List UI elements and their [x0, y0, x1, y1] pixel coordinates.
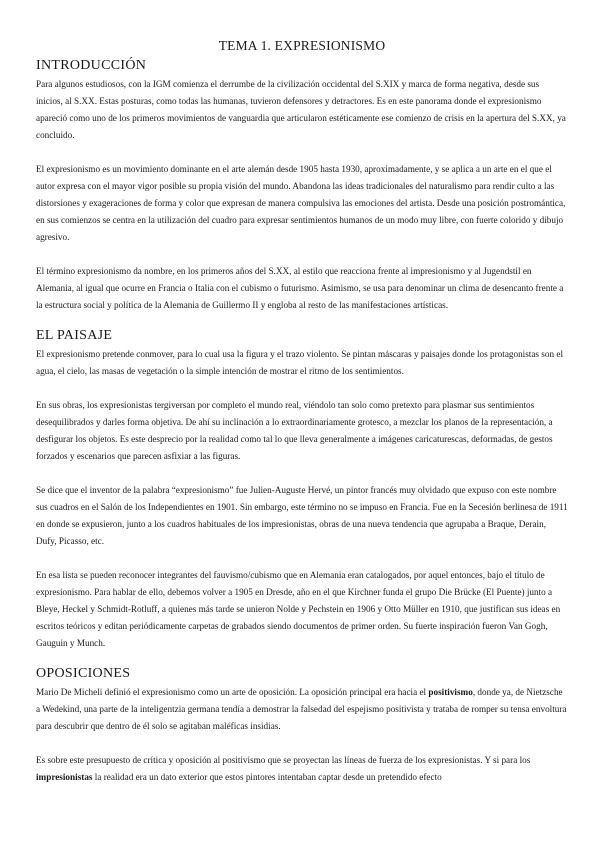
paragraph-text: , donde ya, de Nietzsche a Wedekind, una parte de la inteligentzia germana tendía a demostrar la falsedad del espejismo positivista y trataba de romper su tensa envoltura para descubrir que dentro de él solo se agitaban maléficas insidias. [36, 687, 567, 731]
section-heading-oposiciones: OPOSICIONES [36, 666, 131, 681]
bold-term-positivismo: positivismo [428, 687, 473, 697]
paragraph [36, 752, 568, 786]
paragraph-text: Es sobre este presupuesto de crítica y oposición al positivismo que se proyectan las líneas de fuerza de los expresionistas. Y si para los [36, 755, 531, 765]
bold-term-impresionistas: impresionistas [36, 772, 93, 782]
paragraph: El expresionismo es un movimiento dominante en el arte alemán desde 1905 hasta 1930, aproximadamente, y se aplica a un arte en el que el autor expresa con el mayor vigor posible su propia visión del mundo. Abandona las ideas tradicionales del naturalismo para rendir culto a las distorsiones y exageraciones de forma y color que expresan de manera compulsiva las emociones del artista. Desde una posición postromántica, en sus comienzos se centra en la utilización del cuadro para expresar sentimientos humanos de un modo muy libre, con fuerte colorido y dibujo agresivo. [36, 164, 566, 242]
paragraph: Se dice que el inventor de la palabra “expresionismo” fue Julien-Auguste Hervé, un pintor francés muy olvidado que expuso con este nombre sus cuadros en el Salón de los Independientes en 1901. Sin embargo, este término no se impuso en Francia. Fue en la Secesión berlinesa de 1911 en donde se expusieron, junto a los cuadros habituales de los impresionistas, obras de una nueva tendencia que agrupaba a Braque, Derain, Dufy, Picasso, etc. [36, 485, 568, 546]
paragraph [36, 684, 568, 735]
section-heading-el-paisaje: EL PAISAJE [36, 328, 113, 343]
paragraph: El expresionismo pretende conmover, para lo cual usa la figura y el trazo violento. Se pintan máscaras y paisajes donde los protagonistas son el agua, el cielo, las masas de vegetación o la simple intención de mostrar el ritmo de los sentimientos. [36, 349, 563, 376]
section-introduccion [36, 58, 568, 314]
section-el-paisaje [36, 328, 568, 652]
paragraph: Para algunos estudiosos, con la IGM comienza el derrumbe de la civilización occidental del S.XIX y marca de forma negativa, desde sus inicios, al S.XX. Estas posturas, como todas las humanas, tuvieron defensores y detractores. Es en este panorama donde el expresionismo apareció como uno de los primeros movimientos de vanguardia que articularon estéticamente ese comienzo de crisis en la apertura del S.XX, ya concluido. [36, 79, 566, 140]
paragraph-text: la realidad era un dato exterior que estos pintores intentaban captar desde un pretendido efecto [92, 772, 442, 782]
section-heading-introduccion: INTRODUCCIÓN [36, 58, 147, 73]
document-title: TEMA 1. EXPRESIONISMO [218, 38, 386, 53]
paragraph: En esa lista se pueden reconocer integrantes del fauvismo/cubismo que en Alemania eran catalogados, por aquel entonces, bajo el título de expresionismo. Para hablar de ello, debemos volver a 1905 en Dresde, año en el que Kirchner funda el grupo Die Brücke (El Puente) junto a Bleye, Heckel y Schmidt-Rotluff, a quienes más tarde se unieron Nolde y Pechstein en 1906 y Otto Müller en 1910, que justifican sus ideas en escritos teóricos y editan periódicamente carpetas de grabados siendo documentos de primer orden. Su fuerte inspiración fueron Van Gogh, Gauguin y Munch. [36, 570, 561, 648]
document-page [36, 38, 568, 803]
section-oposiciones [36, 666, 568, 786]
paragraph-text: Mario De Micheli definió el expresionismo como un arte de oposición. La oposición principal era hacia el [36, 687, 429, 697]
paragraph: El término expresionismo da nombre, en los primeros años del S.XX, al estilo que reacciona frente al impresionismo y al Jugendstil en Alemania, al igual que ocurre en Francia o Italia con el cubismo o futurismo. Asimismo, se usa para denominar un clima de desencanto frente a la estructura social y política de la Alemania de Guillermo II y engloba al resto de las manifestaciones artísticas. [36, 266, 564, 310]
paragraph: En sus obras, los expresionistas tergiversan por completo el mundo real, viéndolo tan solo como pretexto para plasmar sus sentimientos desequilibrados y darles forma objetiva. De ahí su inclinación a lo extraordinariamente grotesco, a mezclar los planos de la representación, a desfigurar los objetos. Es este desprecio por la realidad como tal lo que lleva generalmente a imágenes caricaturescas, deformadas, de gestos forzados y escenarios que parecen asfixiar a las figuras. [36, 400, 553, 461]
